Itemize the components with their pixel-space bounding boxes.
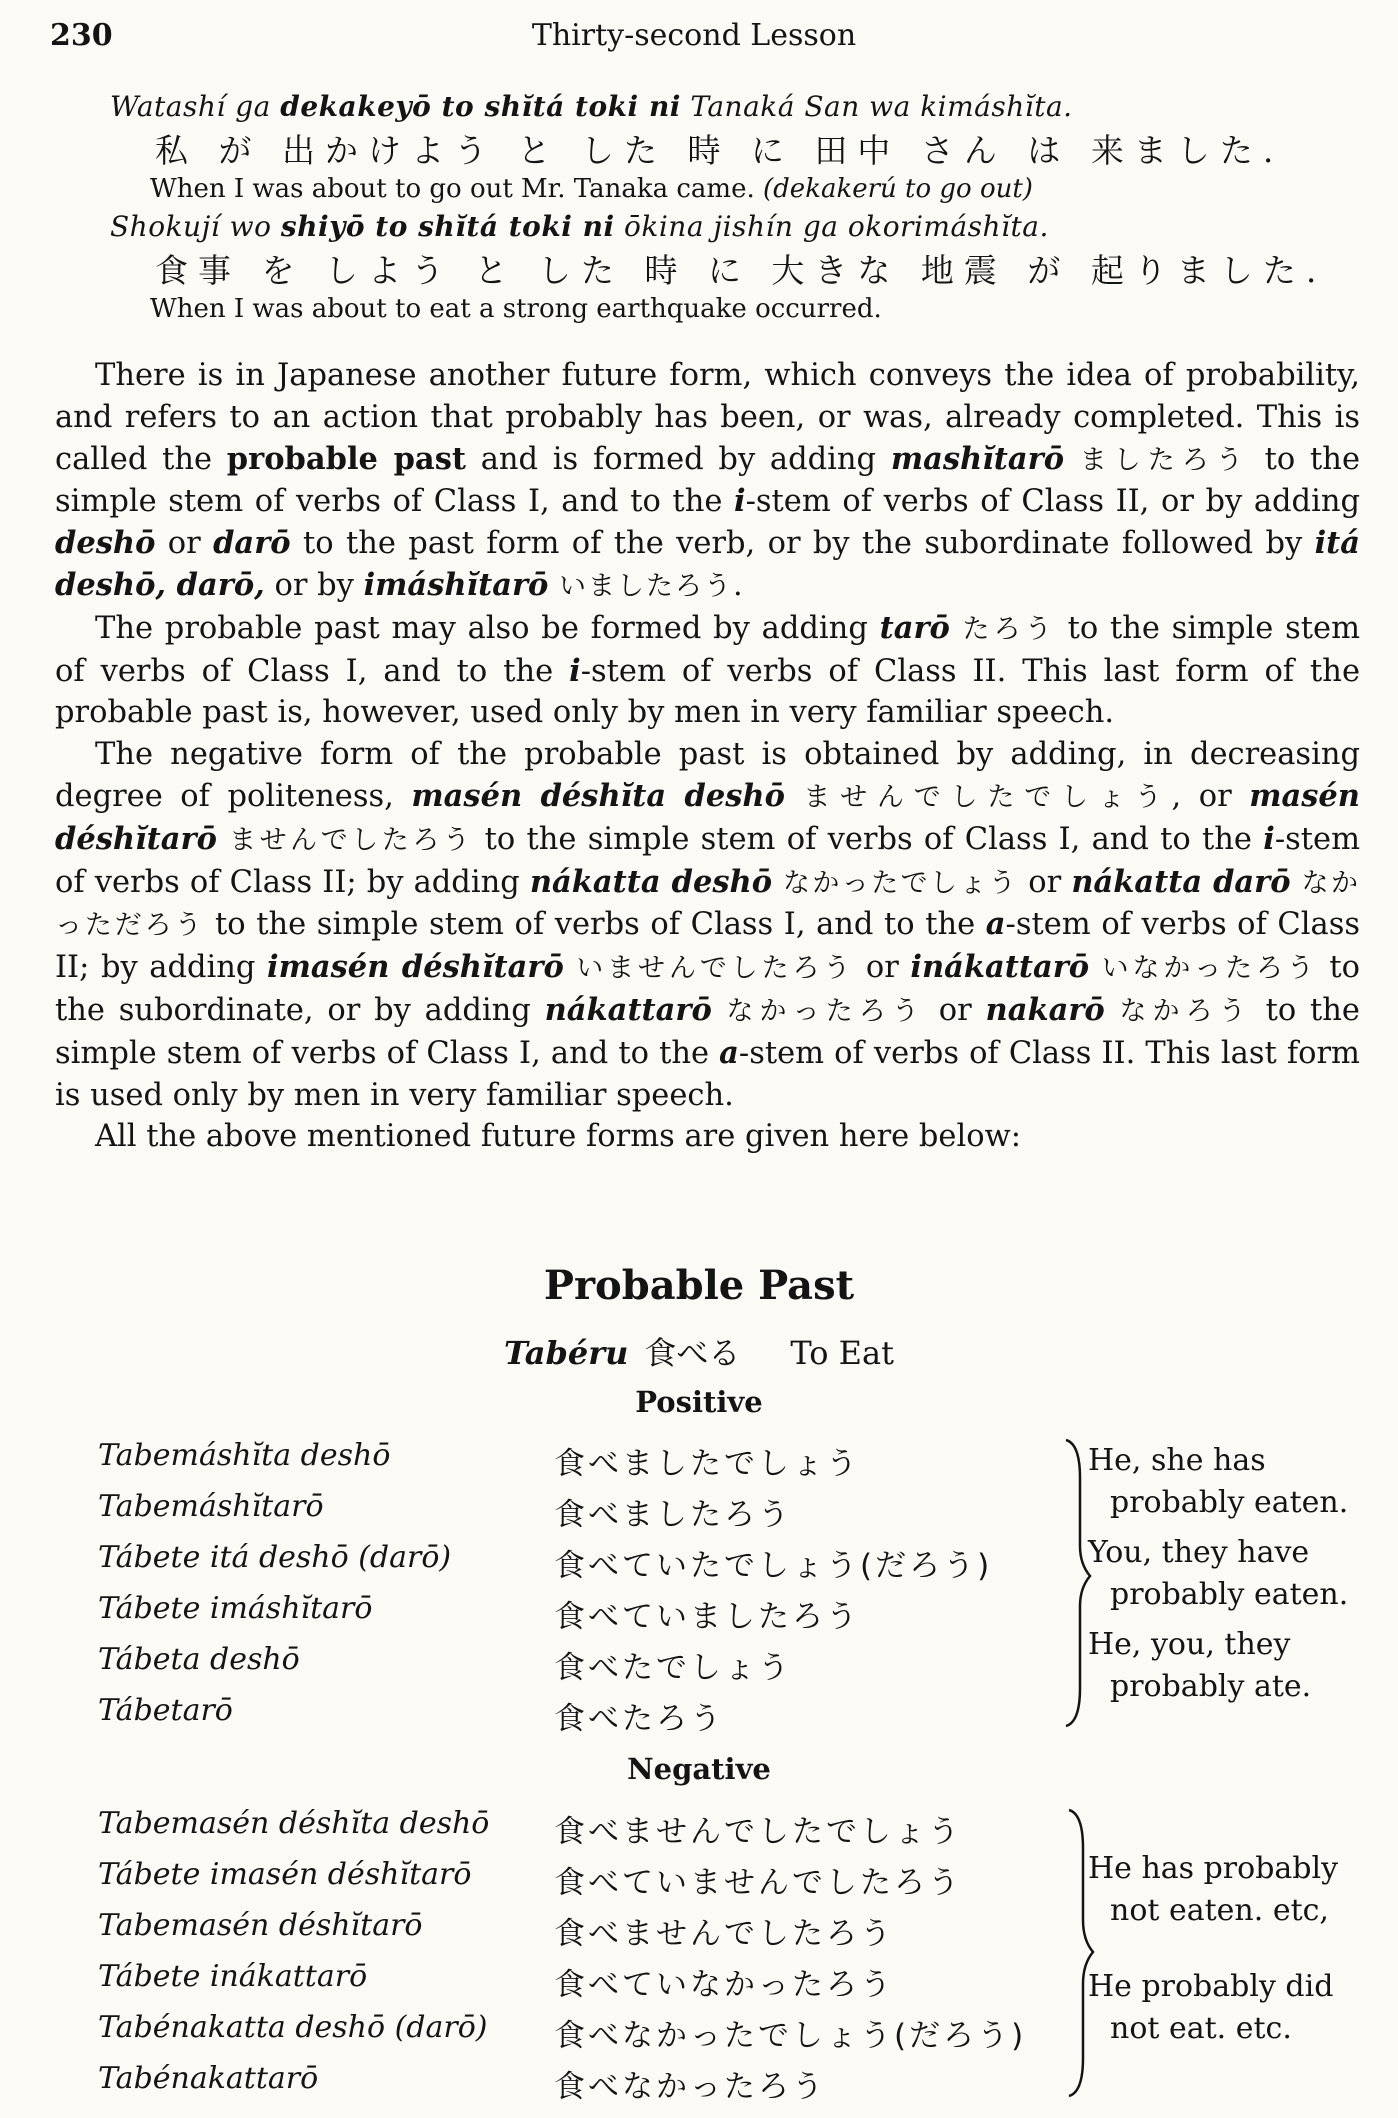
form-japanese: 食べていましたろう [554, 1599, 860, 1635]
text-run: -stem of verbs of Class II. This last form of the probable past is, however, used only by men in very familiar speech. [55, 653, 1360, 731]
japanese-form: いましたろう [548, 570, 733, 602]
example-english-note: (dekakerú to go out) [763, 174, 1033, 204]
form-romaji: Tábetarō [98, 1693, 233, 1728]
romaji-form: nákatta deshō [529, 863, 773, 900]
romaji-form: nákattarō [544, 991, 712, 1028]
text-run: There is in Japanese another future form, which conveys the idea of probability, and refers to an action that probably has been, or was, already completed. This is called the [55, 358, 1360, 477]
form-romaji: Tábeta deshō [98, 1642, 300, 1677]
example-sentence [110, 90, 1370, 204]
romaji-form: imasén déshĭtarō [267, 949, 564, 986]
form-japanese: 食べませんでしたでしょう [554, 1814, 962, 1850]
page-header [50, 18, 1338, 58]
text-run: The negative form of the probable past is obtained by adding, in decreasing degree of politeness, [55, 737, 1360, 814]
gloss-line: probably eaten. [1110, 1577, 1349, 1612]
example-english [150, 174, 1370, 204]
text-run: , or [1171, 778, 1250, 814]
gloss-text [1088, 1966, 1333, 2050]
gloss-line: He has probably [1088, 1851, 1339, 1886]
form-japanese: 食べていたでしょう(だろう) [554, 1548, 993, 1584]
text-run: All the above mentioned future forms are given here below: [95, 1119, 1021, 1155]
form-japanese: 食べなかったろう [554, 2069, 826, 2105]
example-japanese: 私 が 出かけよう と した 時 に 田中 さん は 来ました. [155, 131, 1284, 170]
gloss-line: He, she has [1088, 1443, 1266, 1478]
text-run: -stem of verbs of Class II. This last form is used only by men in very familiar speech. [55, 1035, 1360, 1113]
form-romaji: Tabemasén déshĭtarō [98, 1908, 423, 1943]
text-run: to the past form of the verb, or by the subordinate followed by [290, 526, 1315, 562]
body-text [55, 355, 1360, 1158]
japanese-form: いなかったろう [1089, 953, 1318, 985]
romaji-form: nákatta darō [1071, 863, 1291, 900]
body-paragraph [55, 608, 1360, 734]
example-romaji [110, 90, 1370, 123]
gloss-text [1088, 1440, 1348, 1524]
romaji-form: a [719, 1034, 739, 1071]
text-run: -stem of verbs of Class II, or by adding [745, 484, 1360, 520]
romaji-form: imáshĭtarō [363, 566, 549, 603]
example-romaji-part: ōkina jishín ga okorimáshĭta. [614, 210, 1049, 243]
example-english-text: When I was about to eat a strong earthquake occurred. [150, 294, 882, 324]
romaji-form: masén déshĭta deshō [411, 777, 785, 814]
japanese-form: なかったろう [711, 995, 926, 1027]
page-number: 230 [50, 18, 113, 53]
form-row [98, 1642, 1098, 1690]
romaji-form: darō [213, 525, 291, 562]
gloss-line: probably eaten. [1110, 1485, 1349, 1520]
romaji-form: tarō [879, 609, 950, 646]
form-row [98, 1591, 1098, 1639]
text-run: to the simple stem of verbs of Class I, and to the [55, 610, 1360, 689]
body-paragraph [55, 355, 1360, 608]
example-english [150, 294, 1370, 324]
table-title: Probable Past [543, 1262, 855, 1309]
form-row [98, 1693, 1098, 1741]
text-run: or [1018, 864, 1072, 900]
verb-heading [0, 1328, 1398, 1374]
form-romaji: Tábete itá deshō (darō) [98, 1540, 452, 1575]
example-romaji-part: Watashí ga [110, 90, 281, 123]
form-romaji: Tábete inákattarō [98, 1959, 368, 1994]
example-key-phrase: shiyō to shĭtá toki ni [280, 210, 615, 243]
form-romaji: Tabénakattarō [98, 2061, 319, 2096]
form-japanese: 食べましたでしょう [554, 1446, 860, 1482]
term: probable past [226, 440, 466, 477]
form-romaji: Tabénakatta deshō (darō) [98, 2010, 488, 2045]
form-row [98, 1857, 1098, 1905]
verb-romaji: Tabéru [504, 1334, 629, 1372]
gloss-line: not eaten. etc, [1110, 1893, 1329, 1928]
romaji-form: deshō [55, 525, 156, 562]
verb-english: To Eat [790, 1334, 894, 1372]
example-sentences [110, 90, 1370, 330]
gloss-text [1088, 1624, 1311, 1708]
example-romaji-part: Shokují wo [110, 210, 281, 243]
positive-heading: Positive [635, 1385, 763, 1419]
negative-brace [1063, 1808, 1103, 2098]
text-run: or [854, 950, 911, 986]
gloss-line: He probably did [1088, 1969, 1334, 2004]
form-japanese: 食べませんでしたろう [554, 1916, 894, 1952]
gloss-line: You, they have [1088, 1535, 1310, 1570]
japanese-form: なかっただろう [55, 867, 1360, 942]
romaji-form: i [569, 652, 581, 689]
form-romaji: Tábete imáshĭtarō [98, 1591, 373, 1626]
form-japanese: 食べたでしょう [554, 1650, 792, 1686]
form-japanese: 食べていませんでしたろう [554, 1865, 962, 1901]
text-run: to the simple stem of verbs of Class I, and to the [55, 992, 1360, 1071]
form-row [98, 1908, 1098, 1956]
japanese-form: ましたろう [1064, 444, 1250, 476]
romaji-form: inákattarō [910, 949, 1090, 986]
romaji-form: i [1263, 820, 1275, 857]
romaji-form: i [733, 483, 746, 520]
form-romaji: Tabemáshĭta deshō [98, 1438, 391, 1473]
form-row [98, 2010, 1098, 2058]
form-japanese: 食べていなかったろう [554, 1967, 894, 2003]
body-paragraph [55, 734, 1360, 1116]
form-romaji: Tabemasén déshĭta deshō [98, 1806, 490, 1841]
running-head: Thirty-second Lesson [531, 18, 857, 53]
japanese-form: いませんでしたろう [563, 953, 855, 985]
text-run: or by [264, 567, 364, 603]
japanese-form: なかったでしょう [772, 867, 1019, 899]
form-romaji: Tábete imasén déshĭtarō [98, 1857, 472, 1892]
romaji-form: nakarō [985, 991, 1105, 1028]
example-japanese: 食事 を しよう と した 時 に 大きな 地震 が 起りました. [155, 251, 1327, 290]
text-run: to the simple stem of verbs of Class I, and to the [55, 441, 1360, 520]
japanese-form: ませんでしたろう [216, 824, 474, 856]
romaji-form: mashĭtarō [890, 440, 1065, 477]
text-run: . [733, 567, 743, 603]
japanese-form: たろう [949, 613, 1056, 645]
gloss-line: probably ate. [1110, 1669, 1312, 1704]
text-run: to the simple stem of verbs of Class I, and to the [473, 821, 1264, 857]
romaji-form: a [985, 906, 1006, 943]
negative-heading: Negative [627, 1752, 771, 1786]
gloss-line: He, you, they [1088, 1627, 1291, 1662]
japanese-form: ませんでしたでしょう [784, 781, 1172, 813]
text-run: or [155, 526, 214, 562]
form-romaji: Tabemáshĭtarō [98, 1489, 324, 1524]
text-run: and is formed by adding [465, 441, 891, 477]
gloss-text [1088, 1532, 1348, 1616]
text-run: The probable past may also be formed by adding [95, 610, 880, 646]
form-row [98, 1806, 1098, 1854]
example-english-text: When I was about to go out Mr. Tanaka came. [150, 174, 755, 204]
example-key-phrase: dekakeyō to shĭtá toki ni [280, 90, 681, 123]
form-japanese: 食べましたろう [554, 1497, 792, 1533]
form-row [98, 1959, 1098, 2007]
example-romaji [110, 210, 1370, 243]
body-paragraph [55, 1116, 1360, 1158]
japanese-form: なかろう [1104, 995, 1252, 1027]
gloss-line: not eat. etc. [1110, 2011, 1292, 2046]
text-run: -stem of verbs of Class II; by adding [55, 821, 1360, 900]
form-row [98, 1438, 1098, 1486]
text-run: to the simple stem of verbs of Class I, and to the [204, 907, 986, 943]
example-sentence [110, 210, 1370, 324]
example-romaji-part: Tanaká San wa kimáshĭta. [680, 90, 1073, 123]
romaji-form: itá deshō, darō, [55, 525, 1360, 603]
text-run: to the subordinate, or by adding [55, 950, 1360, 1028]
positive-brace [1060, 1438, 1100, 1728]
form-japanese: 食べたろう [554, 1701, 724, 1737]
romaji-form: masén déshĭtarō [55, 777, 1360, 857]
text-run: or [925, 992, 986, 1028]
form-row [98, 2061, 1098, 2109]
form-japanese: 食べなかったでしょう(だろう) [554, 2018, 1027, 2054]
text-run: -stem of verbs of Class II; by adding [55, 907, 1360, 986]
verb-japanese: 食べる [644, 1334, 741, 1372]
gloss-text [1088, 1848, 1338, 1932]
form-row [98, 1540, 1098, 1588]
form-row [98, 1489, 1098, 1537]
